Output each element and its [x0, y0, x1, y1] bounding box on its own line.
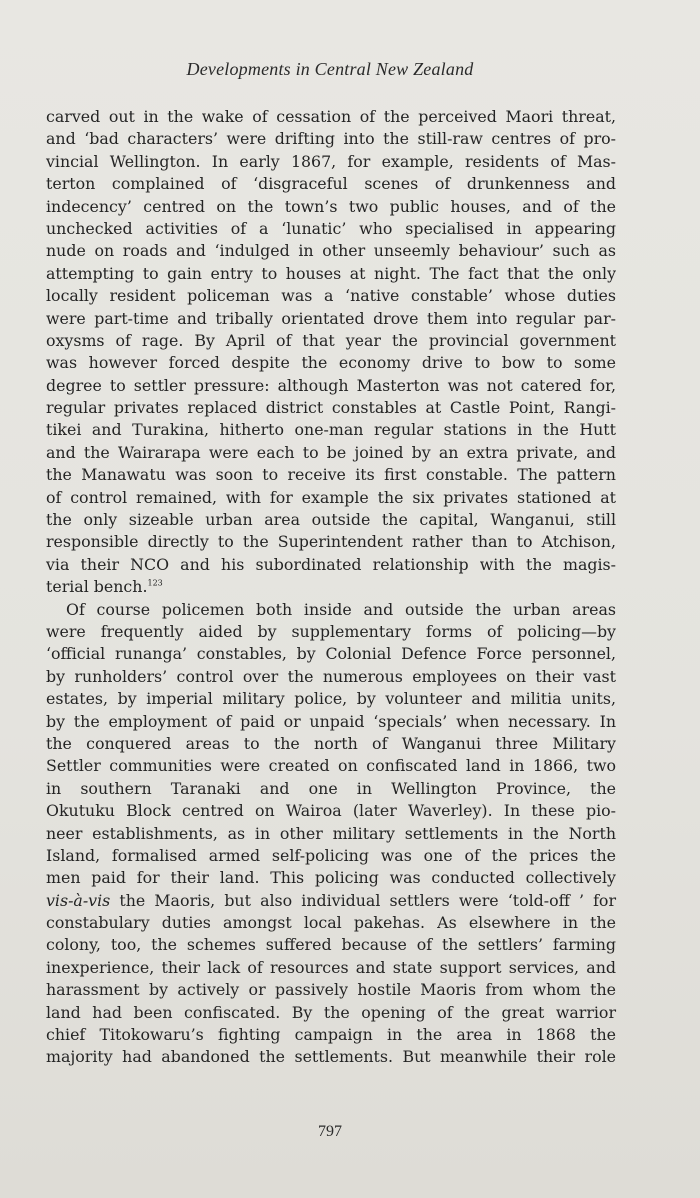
text-line-content: terial bench. — [46, 577, 148, 597]
text-line: vincial Wellington. In early 1867, for example, residents of Mas- — [46, 151, 616, 171]
text-line: the only sizeable urban area outside the capital, Wanganui, still — [46, 510, 616, 530]
text-line: by runholders’ control over the numerous employees on their vast — [46, 666, 616, 686]
text-line: was however forced despite the economy drive to bow to some — [46, 353, 616, 373]
paragraph-2 — [46, 599, 616, 1069]
text-line: were frequently aided by supplementary forms of policing—by — [46, 621, 616, 641]
text-line: inexperience, their lack of resources and state support services, and — [46, 957, 616, 977]
text-line: ‘official runanga’ constables, by Colonial Defence Force personnel, — [46, 644, 616, 664]
footnote-reference: 123 — [147, 578, 163, 588]
text-line: by the employment of paid or unpaid ‘specials’ when necessary. In — [46, 711, 616, 731]
text-line: were part-time and tribally orientated drove them into regular par- — [46, 308, 616, 328]
text-line: carved out in the wake of cessation of the perceived Maori threat, — [46, 107, 616, 126]
text-line: unchecked activities of a ‘lunatic’ who specialised in appearing — [46, 218, 616, 238]
italic-phrase: vis-à-vis — [46, 890, 111, 910]
text-line: the conquered areas to the north of Wanganui three Military — [46, 733, 616, 753]
text-line-content: the Maoris, but also individual settlers were ‘told-off ’ for — [110, 890, 616, 910]
text-line: Okutuku Block centred on Wairoa (later Waverley). In these pio- — [46, 801, 616, 821]
text-line: neer establishments, as in other military settlements in the North — [46, 823, 616, 843]
text-line: the Manawatu was soon to receive its first constable. The pattern — [46, 465, 616, 485]
text-line: degree to settler pressure: although Masterton was not catered for, — [46, 375, 616, 395]
text-line: land had been confiscated. By the opening of the great warrior — [46, 1002, 616, 1022]
text-line: terton complained of ‘disgraceful scenes of drunkenness and — [46, 174, 616, 194]
text-line: attempting to gain entry to houses at night. The fact that the only — [46, 263, 616, 283]
text-line: estates, by imperial military police, by volunteer and militia units, — [46, 689, 616, 709]
text-line-last — [46, 576, 616, 598]
text-line: harassment by actively or passively hostile Maoris from whom the — [46, 980, 616, 1000]
text-line: Settler communities were created on confiscated land in 1866, two — [46, 756, 616, 776]
text-line: and ‘bad characters’ were drifting into the still-raw centres of pro- — [46, 129, 616, 149]
text-line: regular privates replaced district constables at Castle Point, Rangi- — [46, 398, 616, 418]
text-line: tikei and Turakina, hitherto one-man regular stations in the Hutt — [46, 420, 616, 440]
text-line: locally resident policeman was a ‘native constable’ whose duties — [46, 286, 616, 306]
text-line: via their NCO and his subordinated relationship with the magis- — [46, 554, 616, 574]
page-number: 797 — [318, 1123, 342, 1140]
body-text — [46, 106, 616, 1069]
text-line: constabulary duties amongst local pakehas. As elsewhere in the — [46, 913, 616, 933]
text-line: majority had abandoned the settlements. But meanwhile their role — [46, 1047, 616, 1067]
text-line: men paid for their land. This policing was conducted collectively — [46, 868, 616, 888]
text-line: responsible directly to the Superintendent rather than to Atchison, — [46, 532, 616, 552]
running-head: Developments in Central New Zealand — [186, 59, 474, 79]
text-line-with-italic — [46, 890, 616, 912]
text-line: indecency’ centred on the town’s two public houses, and of the — [46, 196, 616, 216]
text-line-indented: Of course policemen both inside and outside the urban areas — [66, 599, 616, 619]
text-line: Island, formalised armed self-policing was one of the prices the — [46, 845, 616, 865]
text-line: in southern Taranaki and one in Wellington Province, the — [46, 778, 616, 798]
text-line: oxysms of rage. By April of that year the provincial government — [46, 330, 616, 350]
text-line: of control remained, with for example the six privates stationed at — [46, 487, 616, 507]
text-line: and the Wairarapa were each to be joined by an extra private, and — [46, 442, 616, 462]
paragraph-1 — [46, 106, 616, 599]
text-line: colony, too, the schemes suffered because of the settlers’ farming — [46, 935, 616, 955]
text-line: nude on roads and ‘indulged in other unseemly behaviour’ such as — [46, 241, 616, 261]
text-line: chief Titokowaru’s fighting campaign in the area in 1868 the — [46, 1025, 616, 1045]
